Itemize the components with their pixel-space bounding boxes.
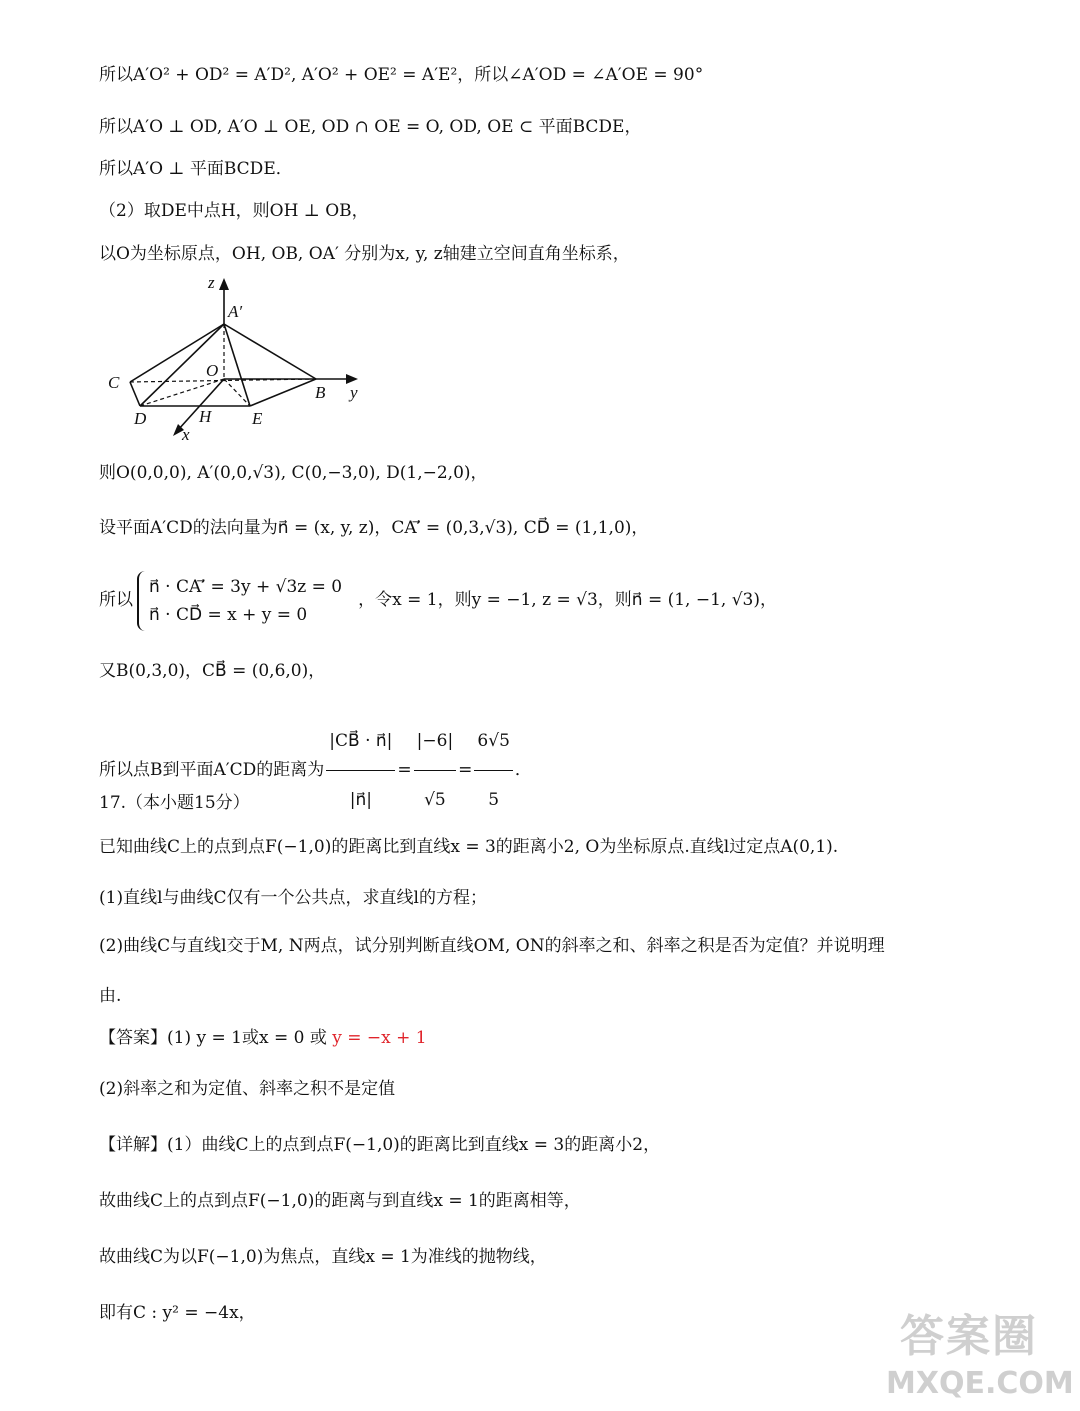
detail-line-1: 【详解】(1）曲线C上的点到点F(−1,0)的距离比到直线x = 3的距离小2， xyxy=(99,1135,661,1155)
label-b: B xyxy=(315,383,326,402)
label-a-prime: A′ xyxy=(228,302,243,321)
detail-line-3: 故曲线C为以F(−1,0)为焦点，直线x = 1为准线的抛物线， xyxy=(99,1247,547,1267)
equation-system xyxy=(137,571,350,631)
label-z: z xyxy=(208,273,215,292)
problem-17-part-1: (1)直线l与曲线C仅有一个公共点，求直线l的方程； xyxy=(99,888,487,908)
fraction-distance xyxy=(326,712,395,829)
text-line-7: 设平面A′CD的法向量为n⃗ = (x, y, z)，CA′⃗ = (0,3,√3), CD⃗ = (1,1,0)， xyxy=(99,518,649,538)
problem-17-part-2: (2)曲线C与直线l交于M, N两点，试分别判断直线OM, ON的斜率之和、斜率之积是否为定值？并说明理 xyxy=(99,936,885,956)
fraction-value-num: |−6| xyxy=(414,712,457,771)
text-line-8 xyxy=(99,570,777,631)
detail-line-2: 故曲线C上的点到点F(−1,0)的距离与到直线x = 1的距离相等， xyxy=(99,1191,581,1211)
watermark-logo xyxy=(880,1300,1074,1405)
problem-17-statement: 已知曲线C上的点到点F(−1,0)的距离比到直线x = 3的距离小2, O为坐标原点.直线l过定点A(0,1). xyxy=(99,837,839,857)
answer-line-2: (2)斜率之和为定值、斜率之积不是定值 xyxy=(99,1079,396,1099)
watermark-top-text: 答案圈 xyxy=(900,1311,1038,1362)
label-o: O xyxy=(206,361,219,380)
line10-eq2: = xyxy=(458,760,473,780)
line10-prefix: 所以点B到平面A′CD的距离为 xyxy=(99,760,325,780)
label-c: C xyxy=(108,373,120,392)
problem-17-part-2-cont: 由. xyxy=(99,986,122,1006)
system-eq-2: n⃗ · CD⃗ = x + y = 0 xyxy=(149,604,308,625)
fraction-value xyxy=(414,712,457,829)
fraction-result-den: 5 xyxy=(488,790,500,810)
fraction-distance-num: |CB⃗ · n⃗| xyxy=(326,712,395,771)
label-x: x xyxy=(182,425,190,444)
text-line-4: （2）取DE中点H，则OH ⊥ OB， xyxy=(99,201,369,221)
text-line-9: 又B(0,3,0)，CB⃗ = (0,6,0)， xyxy=(99,661,326,681)
fraction-value-den: √5 xyxy=(424,790,446,810)
fraction-distance-den: |n⃗| xyxy=(349,790,372,810)
answer-line-1 xyxy=(99,1027,427,1049)
edge-cd xyxy=(130,382,140,406)
line10-eq1: = xyxy=(397,760,412,780)
label-d: D xyxy=(134,409,147,428)
label-e: E xyxy=(252,409,263,428)
edge-eb xyxy=(250,379,316,406)
text-line-2: 所以A′O ⊥ OD, A′O ⊥ OE, OD ∩ OE = O, OD, OE ⊂ 平面BCDE， xyxy=(99,117,642,137)
answer-prefix: 【答案】(1) y = 1或x = 0 或 xyxy=(99,1028,333,1048)
system-eq-1: n⃗ · CA′⃗ = 3y + √3z = 0 xyxy=(149,576,343,597)
coordinate-diagram xyxy=(100,272,380,447)
fraction-result-num: 6√5 xyxy=(474,712,512,771)
text-line-5: 以O为坐标原点，OH, OB, OA′ 分别为x, y, z轴建立空间直角坐标系， xyxy=(99,244,630,264)
label-h: H xyxy=(199,407,212,426)
detail-line-4: 即有C : y² = −4x， xyxy=(99,1303,256,1323)
line8-suffix: ，令x = 1，则y = −1, z = √3，则n⃗ = (1, −1, √3)， xyxy=(358,590,778,610)
line8-prefix: 所以 xyxy=(99,590,133,610)
watermark-bottom-text: MXQE.COM xyxy=(886,1366,1074,1401)
answer-highlight: y = −x + 1 xyxy=(332,1028,427,1048)
line10-end: ． xyxy=(514,760,532,780)
problem-17-heading: 17.（本小题15分） xyxy=(99,793,250,813)
edge-ba xyxy=(224,324,316,379)
text-line-1: 所以A′O² + OD² = A′D², A′O² + OE² = A′E²，所以∠A′OD = ∠A′OE = 90° xyxy=(99,65,704,85)
text-line-3: 所以A′O ⊥ 平面BCDE． xyxy=(99,159,293,179)
label-y: y xyxy=(350,383,358,402)
text-line-6: 则O(0,0,0), A′(0,0,√3), C(0,−3,0), D(1,−2,0)， xyxy=(99,463,488,483)
fraction-result xyxy=(474,712,512,829)
z-axis-arrow xyxy=(219,278,229,290)
